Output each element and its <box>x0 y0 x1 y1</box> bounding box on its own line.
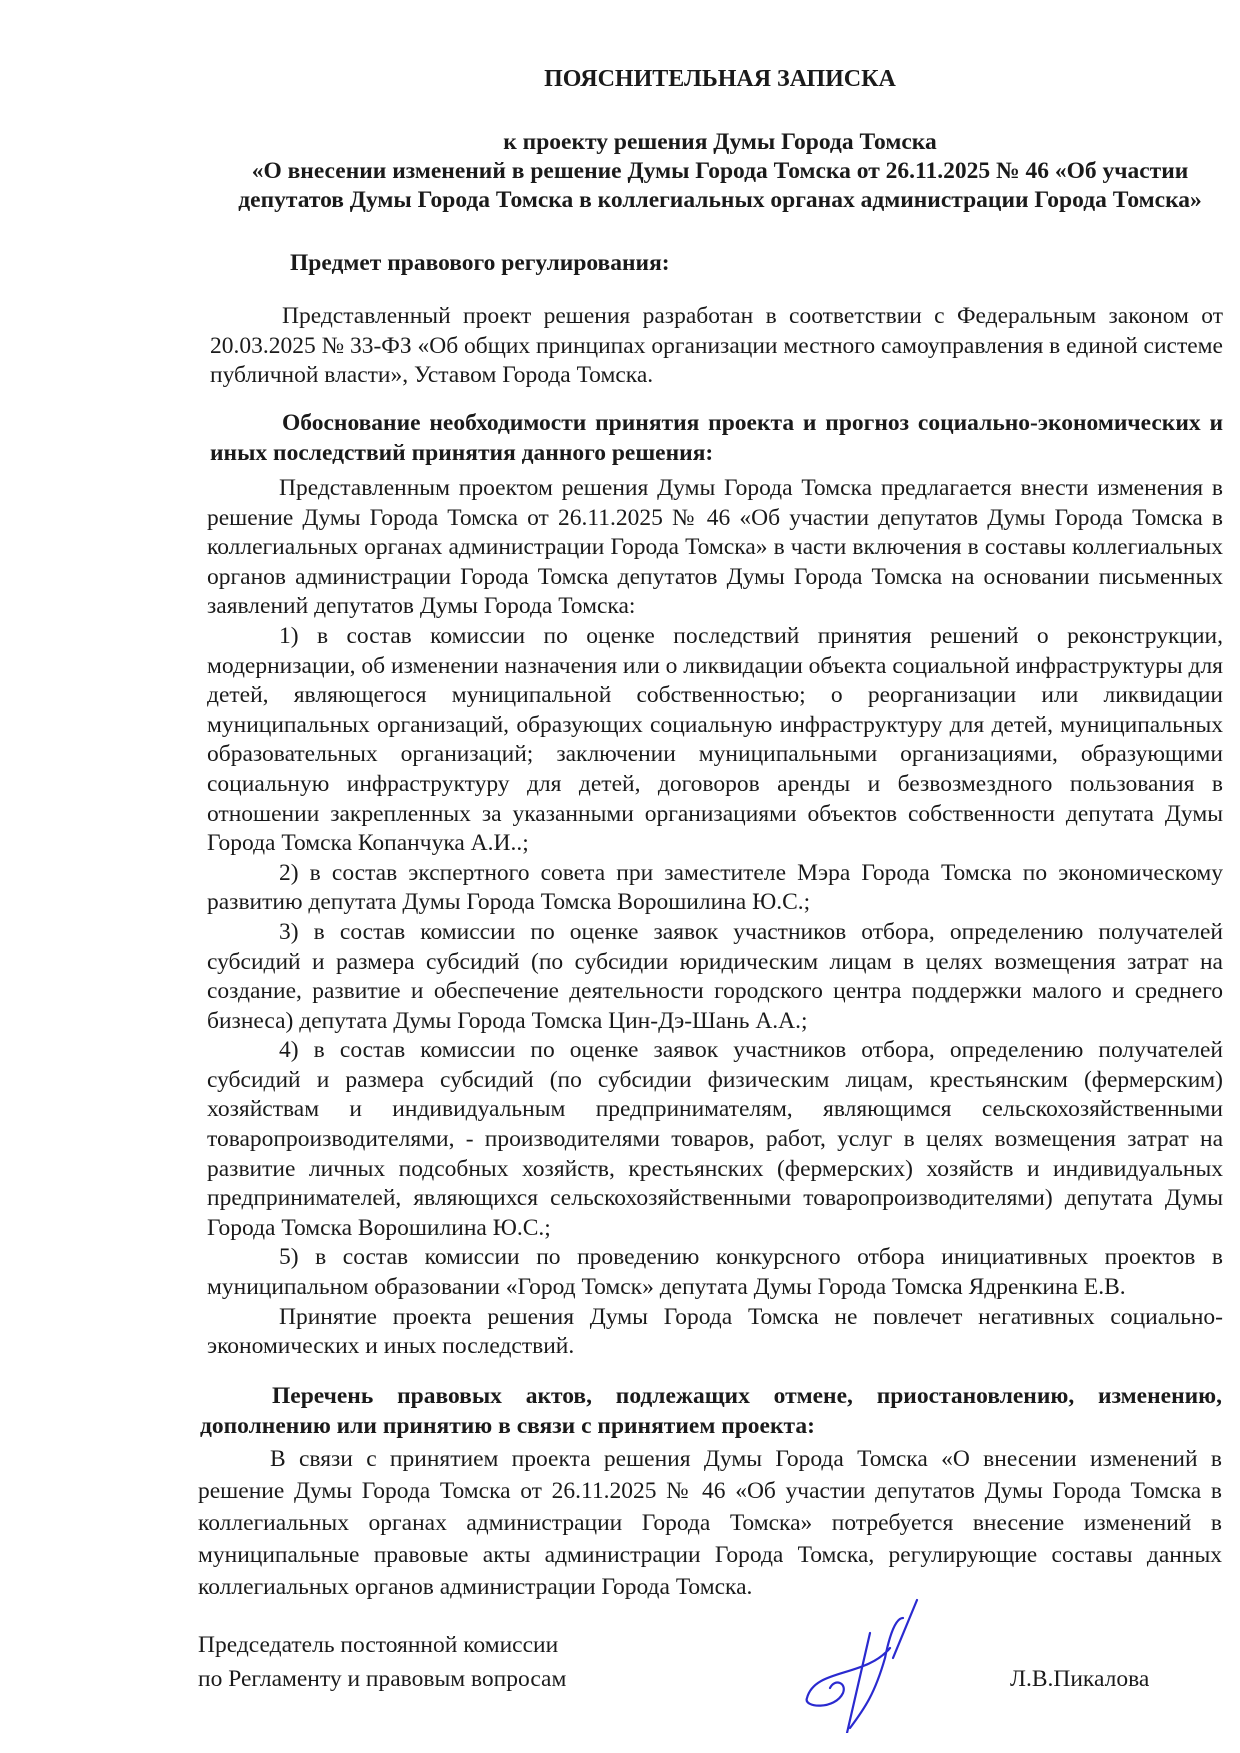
heading-text: Обоснование необходимости принятия проекта и прогноз социально-экономических и иных последствий принятия данного решения: <box>210 410 1223 466</box>
signatory-name: Л.В.Пикалова <box>1010 1666 1150 1692</box>
list-item: 1) в состав комиссии по оценке последствий принятия решений о реконструкции, модернизации, об изменении назначения или о ликвидации объекта социальной инфраструктуры для детей, являющегося муниципальной собственностью; о реорганизации или ликвидации муниципальных организаций, образующих социальную инфраструктуру для детей, муниципальных образовательных организаций; заключении муниципальными организациями, образующими социальную инфраструктуру для детей, договоров аренды и безвозмездного пользования в отношении закрепленных за указанными организациями объектов собственности депутата Думы Города Томска Копанчука А.И..; <box>207 622 1223 857</box>
section1-heading: Предмет правового регулирования: <box>290 250 670 276</box>
subtitle-line1: к проекту решения Думы Города Томска <box>503 129 937 155</box>
list-item: 3) в состав комиссии по оценке заявок участников отбора, определению получателей субсидий и размера субсидий (по субсидии юридическим лицам в целях возмещения затрат на создание, развитие и обеспечение деятельности городского центра поддержки малого и среднего бизнеса) депутата Думы Города Томска Цин-Дэ-Шань А.А.; <box>207 918 1223 1034</box>
section3-text <box>198 1443 1222 1603</box>
heading-text: Перечень правовых актов, подлежащих отмене, приостановлению, изменению, дополнению или принятию в связи с принятием проекта: <box>200 1383 1222 1439</box>
section2-body <box>207 474 1223 1362</box>
handwritten-signature <box>795 1598 925 1733</box>
paragraph: В связи с принятием проекта решения Думы Города Томска «О внесении изменений в решение Думы Города Томска от 26.11.2025 № 46 «Об участии депутатов Думы Города Томска в коллегиальных органах администрации Города Томска» потребуется внесение изменений в муниципальные правовые акты администрации Города Томска, регулирующие составы данных коллегиальных органов администрации Города Томска. <box>198 1446 1222 1600</box>
document-title: ПОЯСНИТЕЛЬНАЯ ЗАПИСКА <box>544 66 896 92</box>
section3-heading <box>200 1382 1222 1441</box>
signatory-position <box>198 1628 566 1696</box>
list-item: 5) в состав комиссии по проведению конкурсного отбора инициативных проектов в муниципальном образовании «Город Томск» депутата Думы Города Томска Ядренкина Е.В. <box>207 1244 1223 1301</box>
paragraph: Представленный проект решения разработан в соответствии с Федеральным законом от 20.03.2025 № 33-ФЗ «Об общих принципах организации местного самоуправления в единой системе публичной власти», Уставом Города Томска. <box>210 303 1223 389</box>
list-item: 4) в состав комиссии по оценке заявок участников отбора, определению получателей субсидий и размера субсидий (по субсидии физическим лицам, крестьянским (фермерским) хозяйствам и индивидуальным предпринимателям, являющимся сельскохозяйственными товаропроизводителями, - производителями товаров, работ, услуг в целях возмещения затрат на развитие личных подсобных хозяйств, крестьянских (фермерских) хозяйств и индивидуальных предпринимателей, являющихся сельскохозяйственными товаропроизводителями) депутата Думы Города Томска Ворошилина Ю.С.; <box>207 1037 1223 1241</box>
position-line1: Председатель постоянной комиссии <box>198 1632 559 1658</box>
document-subtitle <box>215 128 1225 215</box>
section1-text <box>210 302 1223 391</box>
list-item: 2) в состав экспертного совета при заместителе Мэра Города Томска по экономическому развитию депутата Думы Города Томска Ворошилина Ю.С.; <box>207 859 1223 916</box>
paragraph: Принятие проекта решения Думы Города Томска не повлечет негативных социально-экономических и иных последствий. <box>207 1303 1223 1360</box>
paragraph: Представленным проектом решения Думы Города Томска предлагается внести изменения в решение Думы Города Томска от 26.11.2025 № 46 «Об участии депутатов Думы Города Томска в коллегиальных органах администрации Города Томска» в части включения в составы коллегиальных органов администрации Города Томска депутатов Думы Города Томска на основании письменных заявлений депутатов Думы Города Томска: <box>207 475 1223 620</box>
subtitle-line2: «О внесении изменений в решение Думы Города Томска от 26.11.2025 № 46 «Об участии депутатов Думы Города Томска в коллегиальных органах администрации Города Томска» <box>238 158 1202 213</box>
section2-heading <box>210 409 1223 468</box>
position-line2: по Регламенту и правовым вопросам <box>198 1666 567 1692</box>
